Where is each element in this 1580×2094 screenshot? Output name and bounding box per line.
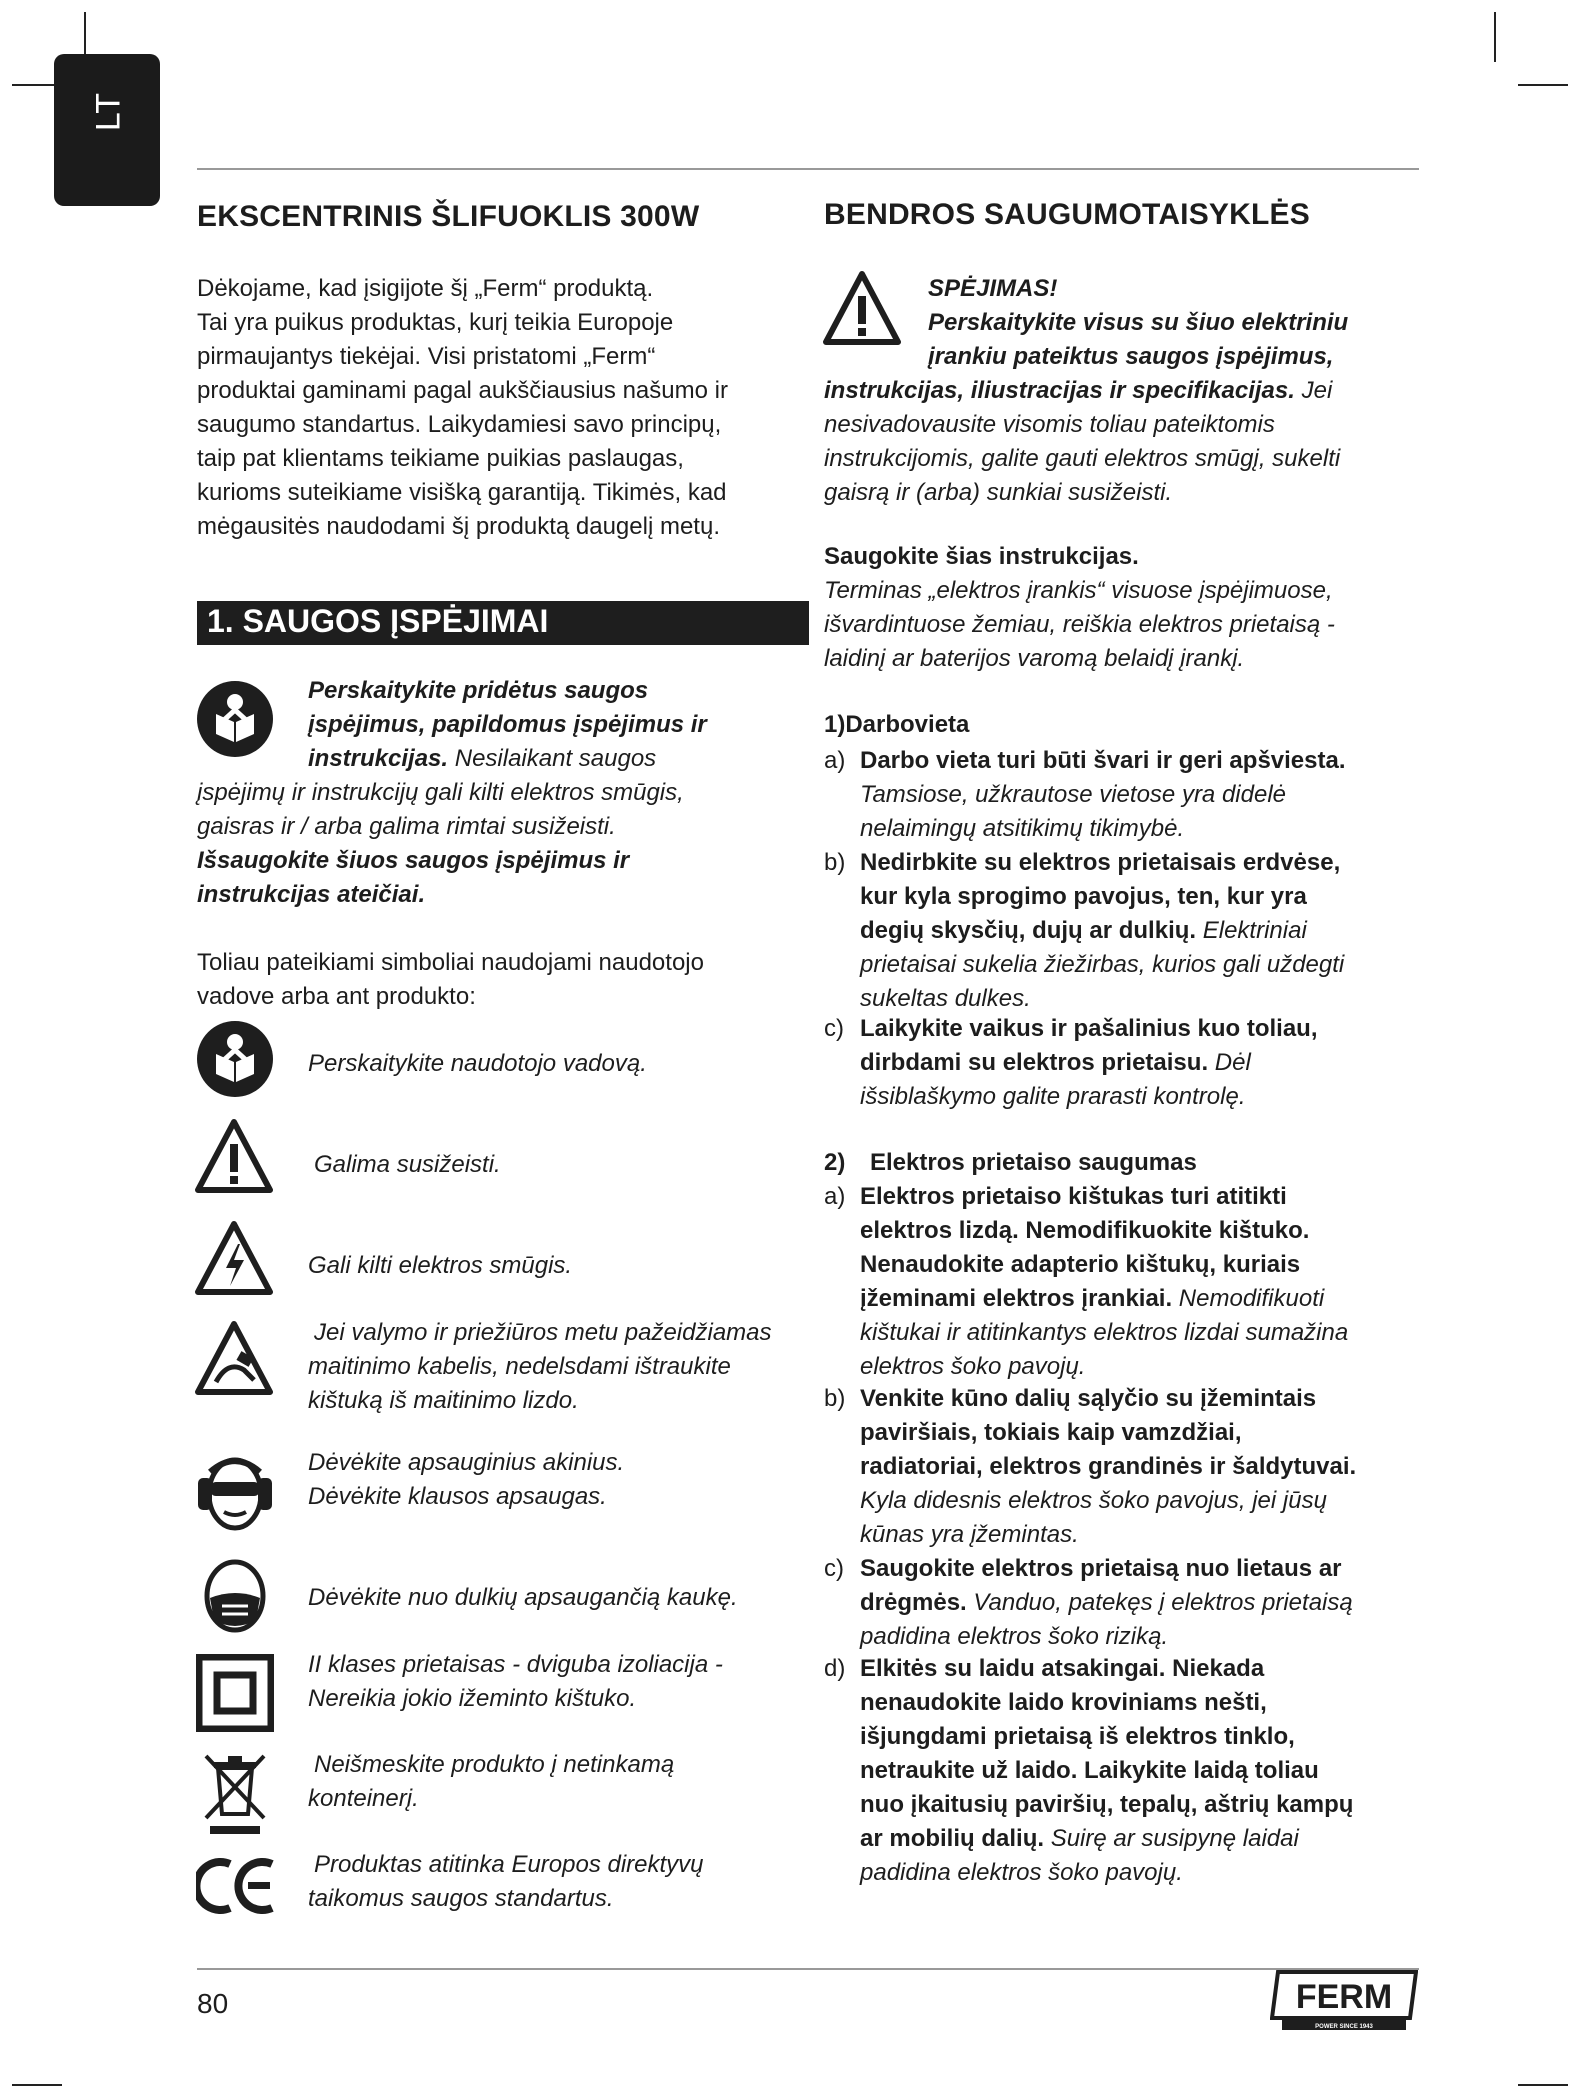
section-heading-bar	[197, 601, 809, 645]
ce-mark-icon	[196, 1856, 278, 1916]
symbol-weee-text: Neišmeskite produkto į netinkamą konteinerį.	[308, 1751, 675, 1812]
symbol-shock-text: Gali kilti elektros smūgis.	[308, 1252, 573, 1279]
warning-paragraph: SPĖJIMAS! Perskaitykite visus su šiuo elektriniu įrankiu pateiktus saugos įspėjimus, instrukcijas, iliustracijas ir specifikacijas. Jei nesivadovausite visomis toliau pateiktomis instrukcijomis, galite gauti elektros smūgį, sukelti gaisrą ir (arba) sunkiai susižeisti.	[824, 275, 1349, 506]
language-tab-label: LT	[89, 91, 128, 132]
work-area-title: 1)Darbovieta	[824, 711, 970, 738]
page-number: 80	[197, 1988, 229, 2019]
read-warnings-paragraph: Perskaitykite pridėtus saugos įspėjimus, papildomus įspėjimus ir instrukcijas. Nesilaikant saugos įspėjimų ir instrukcijų gali kilti elektros smūgis, gaisras ir / arba galima rimtai susižeisti. Išsaugokite šiuos saugos įspėjimus ir instrukcijas ateičiai.	[197, 677, 707, 908]
symbol-protection-text: Dėvėkite apsauginius akinius. Dėvėkite klausos apsaugas.	[308, 1449, 625, 1510]
weee-bin-icon	[200, 1752, 270, 1838]
class-ii-icon	[196, 1654, 274, 1732]
symbol-class2-text: II klases prietaisas - dviguba izoliacija - Nereikia jokio ižeminto kištuko.	[308, 1651, 723, 1712]
crop-mark	[1494, 12, 1496, 62]
symbol-ce-text: Produktas atitinka Europos direktyvų taikomus saugos standartus.	[308, 1851, 704, 1912]
symbol-read-manual-text: Perskaitykite naudotojo vadovą.	[308, 1050, 647, 1077]
footer-rule	[197, 1968, 1419, 1970]
keep-instructions: Saugokite šias instrukcijas.	[824, 543, 1139, 570]
warning-triangle-icon	[194, 1118, 274, 1194]
symbol-injury-text: Galima susižeisti.	[314, 1151, 501, 1178]
symbol-mask-text: Dėvėkite nuo dulkių apsaugančią kaukę.	[308, 1584, 738, 1611]
logo-brand: FERM	[1295, 1978, 1393, 2016]
ferm-logo	[1270, 1970, 1418, 2032]
language-tab	[54, 54, 160, 206]
section-heading: 1. SAUGOS ĮSPĖJIMAI	[207, 603, 549, 639]
symbol-cable-text: Jei valymo ir priežiūros metu pažeidžiamas maitinimo kabelis, nedelsdami ištraukite kištuką iš maitinimo lizdo.	[308, 1319, 772, 1414]
dust-mask-icon	[200, 1556, 270, 1636]
page-title: EKSCENTRINIS ŠLIFUOKLIS 300W	[197, 200, 700, 233]
goggles-ear-protection-icon	[196, 1452, 274, 1534]
crop-mark	[12, 2084, 62, 2086]
general-safety-title: BENDROS SAUGUMOTAISYKLĖS	[824, 198, 1310, 231]
symbols-intro: Toliau pateikiami simboliai naudojami naudotojo vadove arba ant produkto:	[197, 949, 704, 1010]
damaged-cable-icon	[194, 1320, 274, 1396]
intro-paragraph: Dėkojame, kad įsigijote šį „Ferm“ produktą. Tai yra puikus produktas, kurį teikia Europoje pirmaujantys tiekėjai. Visi pristatomi „Ferm“ produktai gaminami pagal aukščiausius našumo ir saugumo standartus. Laikydamiesi savo principų, taip pat klientams teikiame puikias paslaugas, kurioms suteikiame visišką garantiją. Tikimės, kad mėgausitės naudodami šį produktą daugelį metų.	[197, 275, 728, 540]
term-definition: Terminas „elektros įrankis“ visuose įspėjimuose, išvardintuose žemiau, reiškia elektros prietaisą - laidinį ar baterijos varomą belaidį įrankį.	[824, 577, 1335, 672]
electric-shock-icon	[194, 1220, 274, 1296]
read-manual-icon	[196, 1020, 274, 1098]
header-rule	[197, 168, 1419, 170]
crop-mark	[1518, 84, 1568, 86]
logo-tagline: POWER SINCE 1943	[1315, 2024, 1373, 2030]
crop-mark	[1518, 2084, 1568, 2086]
